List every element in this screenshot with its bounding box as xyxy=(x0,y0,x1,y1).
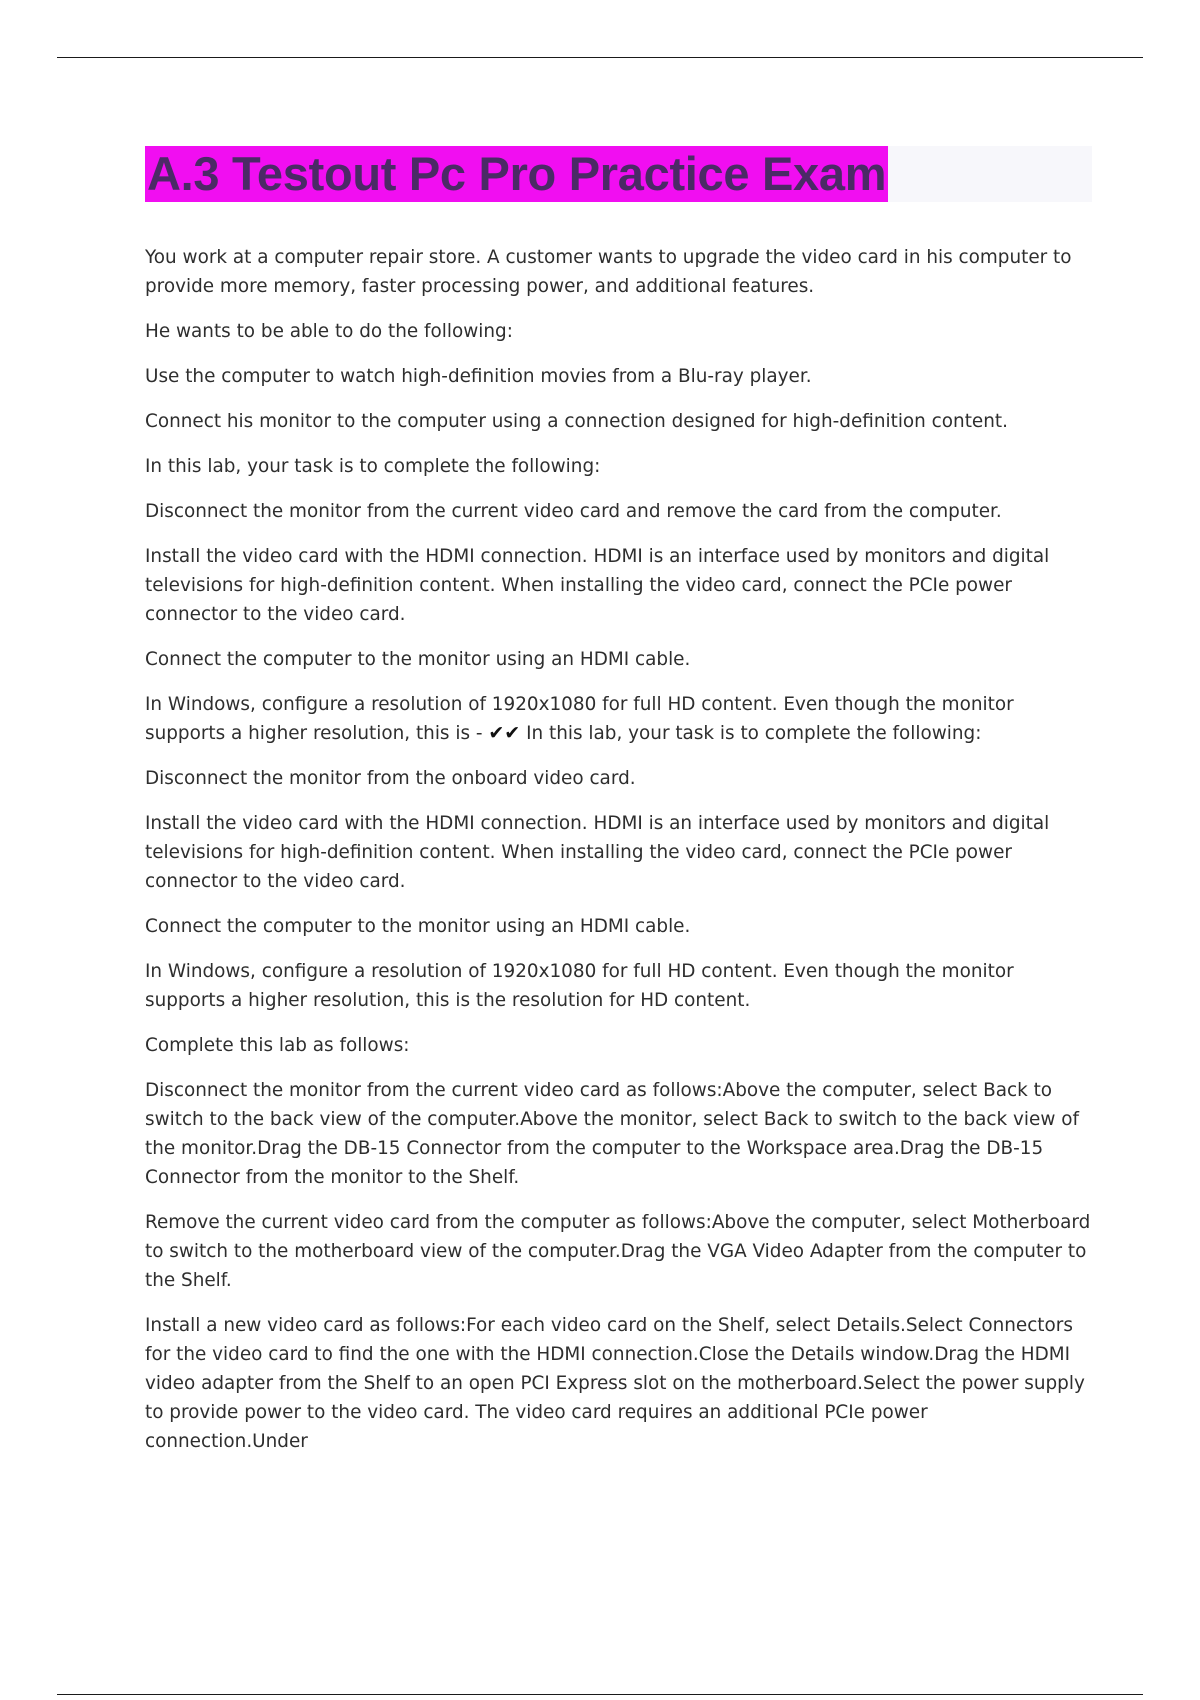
paragraph-text-before: In Windows, configure a resolution of 1920x1080 for full HD content. Even though the monitor supports a higher resolution, this is - xyxy=(145,694,1014,744)
paragraph: He wants to be able to do the following: xyxy=(145,321,513,342)
paragraph: You work at a computer repair store. A customer wants to upgrade the video card in his computer to provide more memory, faster processing power, and additional features. xyxy=(145,247,1072,297)
paragraph: Install a new video card as follows:For each video card on the Shelf, select Details.Select Connectors for the video card to find the one with the HDMI connection.Close the Details window.Drag the HDMI video adapter from the Shelf to an open PCI Express slot on the motherboard.Select the power supply to provide power to the video card. The video card requires an additional PCIe power connection.Under xyxy=(145,1315,1085,1452)
paragraph: Install the video card with the HDMI connection. HDMI is an interface used by monitors and digital televisions for high-definition content. When installing the video card, connect the PCIe power connector to the video card. xyxy=(145,546,1050,625)
paragraph: Use the computer to watch high-definition movies from a Blu-ray player. xyxy=(145,366,812,387)
paragraph: In Windows, configure a resolution of 1920x1080 for full HD content. Even though the monitor supports a higher resolution, this is the resolution for HD content. xyxy=(145,961,1014,1011)
paragraph: Connect the computer to the monitor using an HDMI cable. xyxy=(145,916,691,937)
paragraph: Disconnect the monitor from the current video card and remove the card from the computer. xyxy=(145,501,1002,522)
checkmark-icon: ✔✔ xyxy=(488,722,521,744)
paragraph: In this lab, your task is to complete the following: xyxy=(145,456,601,477)
paragraph: Connect the computer to the monitor using an HDMI cable. xyxy=(145,649,691,670)
paragraph: Connect his monitor to the computer using a connection designed for high-definition content. xyxy=(145,411,1008,432)
paragraph: Disconnect the monitor from the current video card as follows:Above the computer, select Back to switch to the back view of the computer.Above the monitor, select Back to switch to the back view of the monitor.Drag the DB-15 Connector from the computer to the Workspace area.Drag the DB-15 Connector from the monitor to the Shelf. xyxy=(145,1080,1079,1188)
paragraph: Remove the current video card from the computer as follows:Above the computer, select Motherboard to switch to the motherboard view of the computer.Drag the VGA Video Adapter from the computer to the Shelf. xyxy=(145,1212,1091,1291)
footer-rule xyxy=(57,1694,1143,1695)
paragraph-text-after: In this lab, your task is to complete the following: xyxy=(520,723,982,744)
header-rule xyxy=(57,57,1143,58)
paragraph-with-checkmarks xyxy=(145,690,1093,748)
paragraph: Disconnect the monitor from the onboard video card. xyxy=(145,768,636,789)
page-title: A.3 Testout Pc Pro Practice Exam xyxy=(147,147,887,200)
document-body xyxy=(145,243,1093,1472)
paragraph: Complete this lab as follows: xyxy=(145,1035,410,1056)
paragraph: Install the video card with the HDMI connection. HDMI is an interface used by monitors and digital televisions for high-definition content. When installing the video card, connect the PCIe power connector to the video card. xyxy=(145,813,1050,892)
